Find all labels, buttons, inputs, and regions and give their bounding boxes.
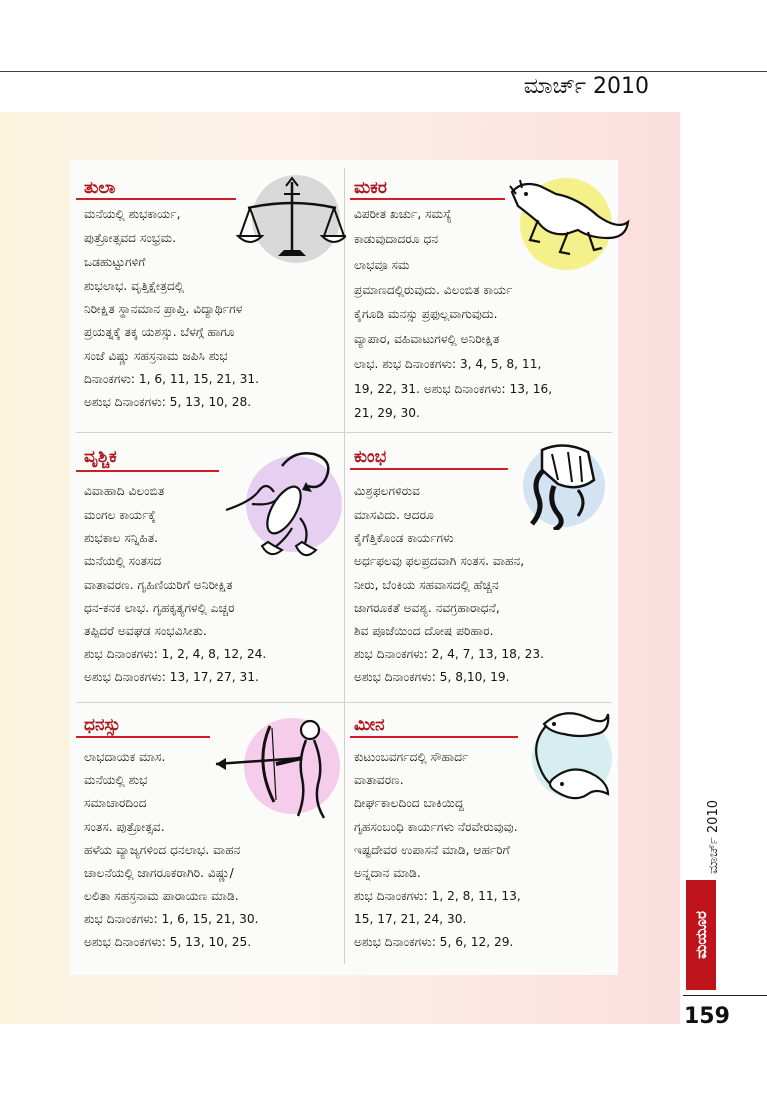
column-divider [344, 168, 345, 964]
top-rule [0, 71, 767, 72]
text-line: ಶುಭ ದಿನಾಂಕಗಳು: 1, 2, 4, 8, 12, 24. [84, 647, 267, 661]
text-line: ಶುಭ ದಿನಾಂಕಗಳು: 1, 2, 8, 11, 13, [354, 889, 521, 903]
text-line: ಶುಭ ದಿನಾಂಕಗಳು: 2, 4, 7, 13, 18, 23. [354, 647, 545, 661]
sign-title: ವೃಶ್ಚಿಕ [84, 447, 117, 467]
text-line: 15, 17, 21, 24, 30. [354, 912, 467, 926]
text-line: ಸಮಾಚಾರದಿಂದ [84, 796, 147, 810]
text-line: ದಿನಾಂಕಗಳು: 1, 6, 11, 15, 21, 31. [84, 372, 260, 386]
title-underline [76, 470, 219, 472]
text-line: ಅಶುಭ ದಿನಾಂಕಗಳು: 13, 17, 27, 31. [84, 670, 259, 684]
sign-title: ಮಕರ [354, 178, 387, 198]
row-divider-2 [76, 702, 612, 703]
text-line: ತಪ್ಪಿದರೆ ಅವಘಡ ಸಂಭವಿಸೀತು. [84, 624, 207, 638]
text-line: ಮನೆಯಲ್ಲಿ ಶುಭ [84, 773, 148, 787]
title-underline [350, 198, 505, 200]
text-line: ಪ್ರಯತ್ನಕ್ಕೆ ತಕ್ಕ ಯಶಸ್ಸು. ಬೆಳಗ್ಗೆ ಹಾಗೂ [84, 325, 235, 339]
sign-title: ತುಲಾ [84, 178, 116, 198]
title-underline [350, 468, 508, 470]
pisces-icon [524, 704, 614, 808]
text-line: ಪ್ರಮಾಣದಲ್ಲಿರುವುದು. ವಿಲಂಬಿತ ಕಾರ್ಯ [354, 283, 513, 297]
side-issue-date: ಮಾರ್ಚ್ 2010 [706, 800, 721, 874]
text-line: ಲಲಿತಾ ಸಹಸ್ರನಾಮ ಪಾರಾಯಣ ಮಾಡಿ. [84, 889, 239, 903]
text-line: ಕೈಗೆತ್ತಿಕೊಂಡ ಕಾರ್ಯಗಳು [354, 531, 454, 545]
text-line: ಅಶುಭ ದಿನಾಂಕಗಳು: 5, 6, 12, 29. [354, 935, 514, 949]
title-underline [350, 736, 518, 738]
text-line: ನಿರೀಕ್ಷಿತ ಸ್ಥಾನಮಾನ ಪ್ರಾಪ್ತಿ. ವಿದ್ಯಾರ್ಥಿಗಳ [84, 302, 243, 316]
text-line: ಪುತ್ರೋತ್ಸವದ ಸಂಭ್ರಮ. [84, 231, 177, 245]
title-underline [76, 736, 210, 738]
text-line: ಲಾಭದಾಯಕ ಮಾಸ. [84, 750, 166, 764]
text-line: ಅನ್ನದಾನ ಮಾಡಿ. [354, 866, 421, 880]
magazine-logo [686, 880, 716, 990]
text-line: ಅಶುಭ ದಿನಾಂಕಗಳು: 5, 13, 10, 28. [84, 395, 252, 409]
text-line: ನೀರು, ಬೆಂಕಿಯ ಸಹವಾಸದಲ್ಲಿ ಹೆಚ್ಚಿನ [354, 578, 499, 592]
text-line: ಲಾಭ. ಶುಭ ದಿನಾಂಕಗಳು: 3, 4, 5, 8, 11, [354, 357, 542, 371]
text-line: ಕೈಗೂಡಿ ಮನಸ್ಸು ಪ್ರಫುಲ್ಲವಾಗುವುದು. [354, 307, 498, 321]
text-line: ಕಾಡುವುದಾದರೂ ಧನ [354, 232, 439, 246]
text-line: ಚಾಲನೆಯಲ್ಲಿ ಜಾಗರೂಕರಾಗಿರಿ. ವಿಷ್ಣು/ [84, 866, 234, 880]
text-line: ಶುಭಕಾಲ ಸನ್ನಿಹಿತ. [84, 531, 159, 545]
scorpio-icon [222, 446, 342, 566]
title-underline [76, 198, 236, 200]
libra-icon [236, 174, 346, 274]
text-line: 21, 29, 30. [354, 406, 420, 420]
magazine-name: ಮಯೂರ [692, 911, 710, 959]
row-divider-1 [76, 432, 612, 433]
text-line: 19, 22, 31. ಅಶುಭ ದಿನಾಂಕಗಳು: 13, 16, [354, 382, 553, 396]
text-line: ಅಶುಭ ದಿನಾಂಕಗಳು: 5, 8,10, 19. [354, 670, 510, 684]
capricorn-icon [508, 172, 633, 272]
sign-title: ಕುಂಭ [354, 447, 387, 467]
text-line: ಒಡಹುಟ್ಟುಗಳಿಗೆ [84, 255, 146, 269]
sagittarius-icon [214, 712, 344, 824]
text-line: ಅಶುಭ ದಿನಾಂಕಗಳು: 5, 13, 10, 25. [84, 935, 252, 949]
text-line: ವಾತಾವರಣ. ಗೃಹಿಣಿಯರಿಗೆ ಅನಿರೀಕ್ಷಿತ [84, 578, 233, 592]
text-line: ವಿಪರೀತ ಖರ್ಚು, ಸಮಸ್ಯೆ [354, 207, 452, 221]
text-line: ದೀರ್ಘಕಾಲದಿಂದ ಬಾಕಿಯಿದ್ದ [354, 796, 464, 810]
text-line: ಹಳೆಯ ವ್ಯಾಜ್ಯಗಳಿಂದ ಧನಲಾಭ. ವಾಹನ [84, 843, 241, 857]
text-line: ಜಾಗರೂಕತೆ ಅವಶ್ಯ. ನವಗ್ರಹಾರಾಧನೆ, [354, 601, 500, 615]
text-line: ವ್ಯಾಪಾರ, ವಹಿವಾಟುಗಳಲ್ಲಿ ಅನಿರೀಕ್ಷಿತ [354, 332, 500, 346]
text-line: ಗೃಹಸಂಬಂಧಿ ಕಾರ್ಯಗಳು ನೆರವೇರುವುವು. [354, 820, 518, 834]
footer-rule [683, 995, 767, 996]
text-line: ಸಂತಸ. ಪುತ್ರೋತ್ಸವ. [84, 820, 165, 834]
text-line: ಅರ್ಧಫಲವು ಫಲಪ್ರದವಾಗಿ ಸಂತಸ. ವಾಹನ, [354, 554, 525, 568]
text-line: ಸಂಜೆ ವಿಷ್ಣು ಸಹಸ್ರನಾಮ ಜಪಿಸಿ ಶುಭ [84, 349, 228, 363]
text-line: ಶುಭಲಾಭ. ವೃತ್ತಿಕ್ಷೇತ್ರದಲ್ಲಿ [84, 279, 185, 293]
text-line: ಧನ-ಕನಕ ಲಾಭ. ಗೃಹಕೃತ್ಯಗಳಲ್ಲಿ ಎಚ್ಚರ [84, 601, 235, 615]
aquarius-icon [518, 440, 610, 530]
text-line: ಮಂಗಲ ಕಾರ್ಯಕ್ಕೆ [84, 508, 156, 522]
text-line: ಮಿಶ್ರಫಲಗಳಿರುವ [354, 484, 420, 498]
text-line: ವಿವಾಹಾದಿ ವಿಲಂಬಿತ [84, 484, 165, 498]
text-line: ಇಷ್ಟದೇವರ ಉಪಾಸನೆ ಮಾಡಿ, ಆರ್ಹರಿಗೆ [354, 843, 510, 857]
text-line: ಲಾಭವೂ ಸಮ [354, 258, 410, 272]
text-line: ಶಿವ ಪೂಜೆಯಿಂದ ದೋಷ ಪರಿಹಾರ. [354, 624, 494, 638]
text-line: ಮನೆಯಲ್ಲಿ ಸಂತಸದ [84, 554, 162, 568]
text-line: ಶುಭ ದಿನಾಂಕಗಳು: 1, 6, 15, 21, 30. [84, 912, 259, 926]
text-line: ಮಾಸವಿದು. ಆದರೂ [354, 508, 434, 522]
sign-title: ಮೀನ [354, 715, 385, 735]
issue-date: ಮಾರ್ಚ್ 2010 [523, 74, 649, 99]
text-line: ವಾತಾವರಣ. [354, 773, 404, 787]
page-number: 159 [684, 1004, 730, 1029]
text-line: ಕುಟುಂಬವರ್ಗದಲ್ಲಿ ಸೌಹಾರ್ದ [354, 750, 469, 764]
text-line: ಮನೆಯಲ್ಲಿ ಶುಭಕಾರ್ಯ, [84, 207, 181, 221]
sign-title: ಧನಸ್ಸು [84, 715, 121, 735]
